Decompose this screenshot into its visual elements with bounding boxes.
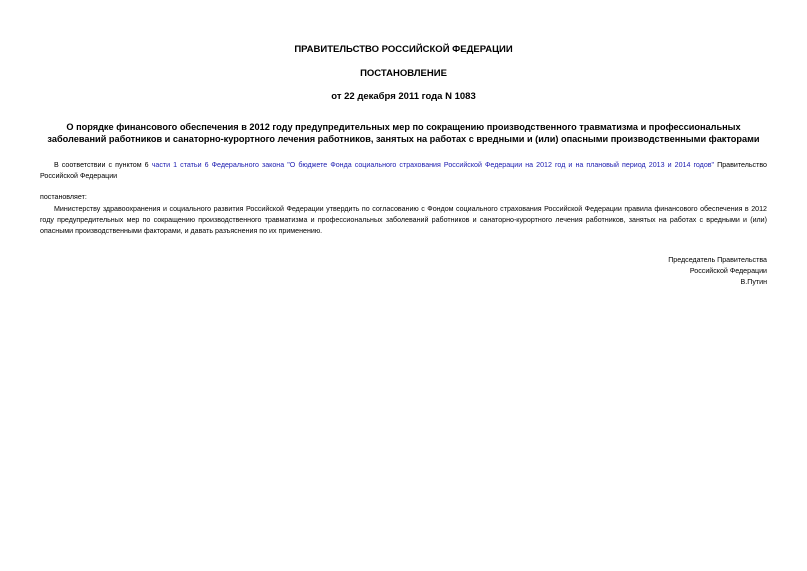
preamble-text-end: Правительство Российской Федерации — [40, 161, 767, 180]
signature-name: В.Путин — [740, 278, 767, 286]
document-type-heading: ПОСТАНОВЛЕНИЕ — [360, 68, 447, 79]
date-number-heading: от 22 декабря 2011 года N 1083 — [331, 91, 476, 102]
federal-law-link[interactable]: части 1 статьи 6 Федерального закона "О бюджете Фонда социального страхования Российской Федерации на 2012 год и на плановый период 2013 и 2014 годов" — [151, 161, 715, 169]
signature-position: Председатель Правительства — [668, 256, 767, 264]
signature-block — [668, 255, 767, 288]
operative-paragraph: Министерству здравоохранения и социального развития Российской Федерации утвердить по согласованию с Фондом социального страхования Российской Федерации правила финансового обеспечения в 2012 году предупредительных мер по сокращению производственного травматизма и профессиональных заболеваний работников и санаторно-курортного лечения работников, занятых на работах с вредными и (или) опасными производственными факторами, и давать разъяснения по их применению. — [40, 205, 767, 235]
document-title: О порядке финансового обеспечения в 2012 году предупредительных мер по сокращению производственного травматизма и профессиональных заболеваний работников и санаторно-курортного лечения работников, занятых на работах с вредными и (или) опасными производственными факторами — [47, 122, 760, 144]
preamble-paragraph — [40, 160, 767, 182]
issuer-heading: ПРАВИТЕЛЬСТВО РОССИЙСКОЙ ФЕДЕРАЦИИ — [294, 44, 513, 55]
signature-organization: Российской Федерации — [689, 267, 767, 275]
decree-word: постановляет: — [40, 193, 87, 201]
preamble-text-start: В соответствии с пунктом 6 — [54, 161, 152, 169]
